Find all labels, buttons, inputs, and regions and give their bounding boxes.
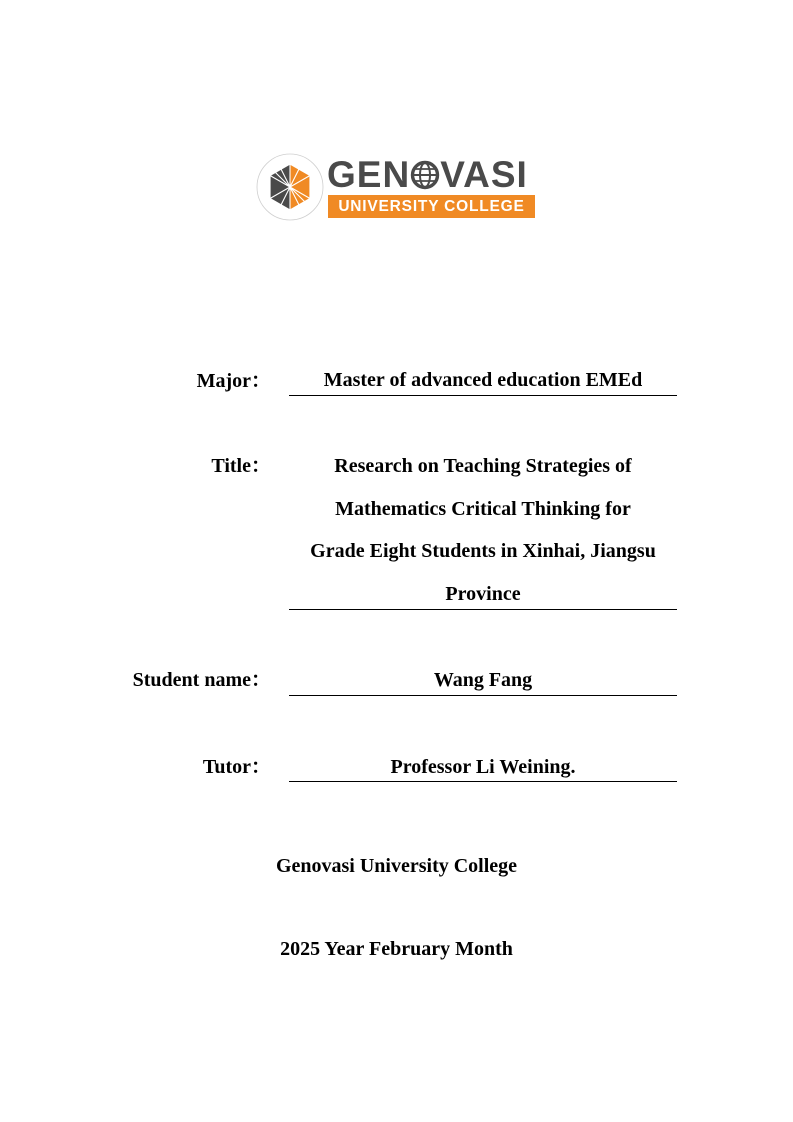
globe-icon bbox=[410, 160, 440, 190]
title-line-1: Research on Teaching Strategies of bbox=[334, 455, 632, 477]
emblem-icon bbox=[255, 152, 325, 222]
title-line-3: Grade Eight Students in Xinhai, Jiangsu bbox=[310, 540, 656, 562]
logo-wordmark-left: GEN bbox=[327, 154, 411, 195]
student-name-label: Student name： bbox=[132, 669, 271, 691]
major-value: Master of advanced education EMEd bbox=[323, 369, 643, 391]
student-name-underline bbox=[289, 695, 677, 696]
title-line-2: Mathematics Critical Thinking for bbox=[335, 498, 631, 520]
title-underline bbox=[289, 609, 677, 610]
logo-wordmark bbox=[327, 155, 528, 195]
submission-date: 2025 Year February Month bbox=[280, 938, 513, 960]
tutor-label: Tutor： bbox=[202, 756, 271, 778]
major-label: Major： bbox=[196, 370, 271, 392]
logo-tagline: UNIVERSITY COLLEGE bbox=[328, 195, 535, 218]
major-underline bbox=[289, 395, 677, 396]
title-label: Title： bbox=[211, 455, 271, 477]
tutor-value: Professor Li Weining. bbox=[390, 756, 576, 778]
student-name-value: Wang Fang bbox=[433, 669, 533, 691]
university-logo bbox=[255, 152, 540, 232]
institution-name: Genovasi University College bbox=[275, 855, 518, 877]
logo-wordmark-right: VASI bbox=[440, 154, 528, 195]
tutor-underline bbox=[289, 781, 677, 782]
title-line-4: Province bbox=[445, 583, 521, 605]
